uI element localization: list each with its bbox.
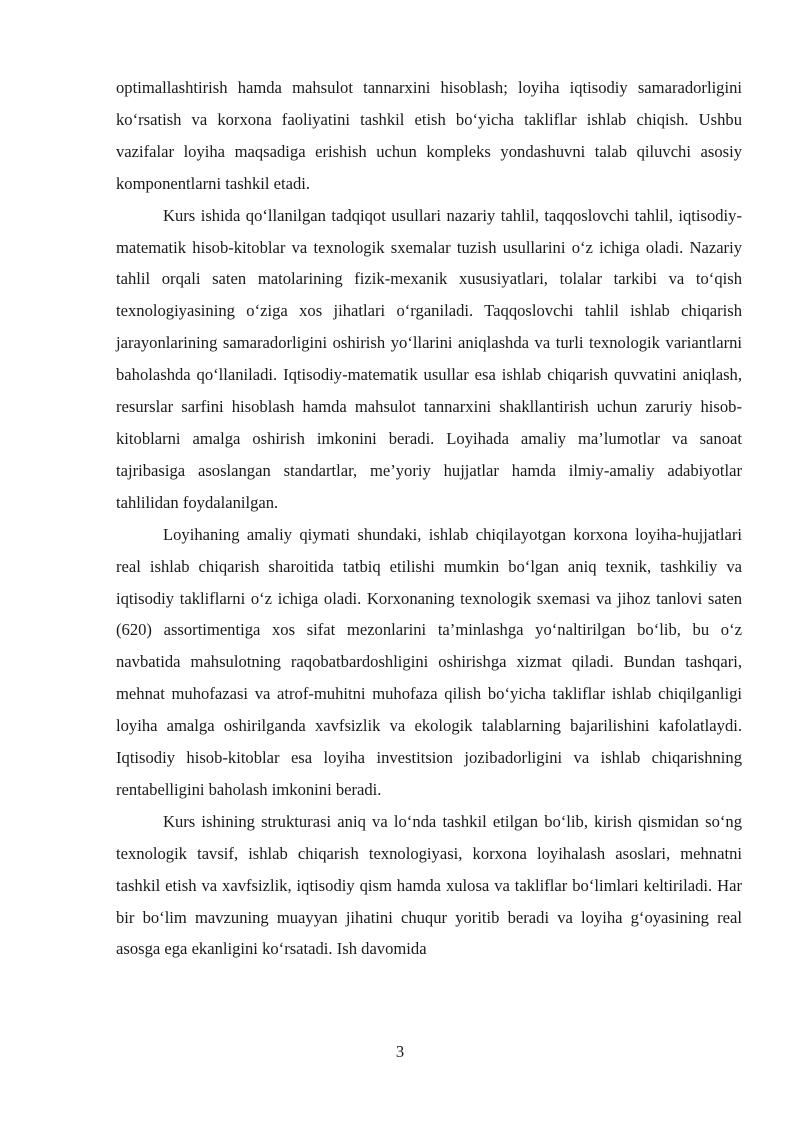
paragraph-structure: Kurs ishining strukturasi aniq va lo‘nda tashkil etilgan bo‘lib, kirish qismidan so‘ng texnologik tavsif, ishlab chiqarish texnologiyasi, korxona loyihalash asoslari, mehnatni tashkil etish va xavfsizlik, iqtisodiy qism hamda xulosa va takliflar bo‘limlari keltiriladi. Har bir bo‘lim mavzuning muayyan jihatini chuqur yoritib beradi va loyiha g‘oyasining real asosga ega ekanligini ko‘rsatadi. Ish davomida	[116, 811, 742, 959]
page-number: 3	[395, 1042, 405, 1061]
paragraph-practical-value: Loyihaning amaliy qiymati shundaki, ishlab chiqilayotgan korxona loyiha-hujjatlari real ishlab chiqarish sharoitida tatbiq etilishi mumkin bo‘lgan aniq texnik, tashkiliy va iqtisodiy takliflarni o‘z ichiga oladi. Korxonaning texnologik sxemasi va jihoz tanlovi saten (620) assortimentiga xos sifat mezonlarini ta’minlashga yo‘naltirilgan bo‘lib, bu o‘z navbatida mahsulotning raqobatbardoshligini oshirishga xizmat qiladi. Bundan tashqari, mehnat muhofazasi va atrof-muhitni muhofaza qilish bo‘yicha takliflar ishlab chiqilganligi loyiha amalga oshirilganda xavfsizlik va ekologik talablarning bajarilishini kafolatlaydi. Iqtisodiy hisob-kitoblar esa loyiha investitsion jozibadorligini va ishlab chiqarishning rentabelligini baholash imkonini beradi.	[116, 524, 742, 799]
paragraph-research-methods: Kurs ishida qo‘llanilgan tadqiqot usullari nazariy tahlil, taqqoslovchi tahlil, iqtisodiy-matematik hisob-kitoblar va texnologik sxemalar tuzish usullarini o‘z ichiga oladi. Nazariy tahlil orqali saten matolarining fizik-mexanik xususiyatlari, tolalar tarkibi va to‘qish texnologiyasining o‘ziga xos jihatlari o‘rganiladi. Taqqoslovchi tahlil ishlab chiqarish jarayonlarining samaradorligini oshirish yo‘llarini aniqlashda va turli texnologik variantlarni baholashda qo‘llaniladi. Iqtisodiy-matematik usullar esa ishlab chiqarish quvvatini aniqlash, resurslar sarfini hisoblash hamda mahsulot tannarxini shakllantirish uchun zaruriy hisob-kitoblarni amalga oshirish imkonini beradi. Loyihada amaliy ma’lumotlar va sanoat tajribasiga asoslangan standartlar, me’yoriy hujjatlar hamda ilmiy-amaliy adabiyotlar tahlilidan foydalanilgan.	[116, 205, 742, 512]
paragraph-continuation: optimallashtirish hamda mahsulot tannarxini hisoblash; loyiha iqtisodiy samaradorligini ko‘rsatish va korxona faoliyatini tashkil etish bo‘yicha takliflar ishlab chiqish. Ushbu vazifalar loyiha maqsadiga erishish uchun kompleks yondashuvni talab qiluvchi asosiy komponentlarni tashkil etadi.	[116, 78, 742, 193]
document-body	[116, 72, 742, 965]
